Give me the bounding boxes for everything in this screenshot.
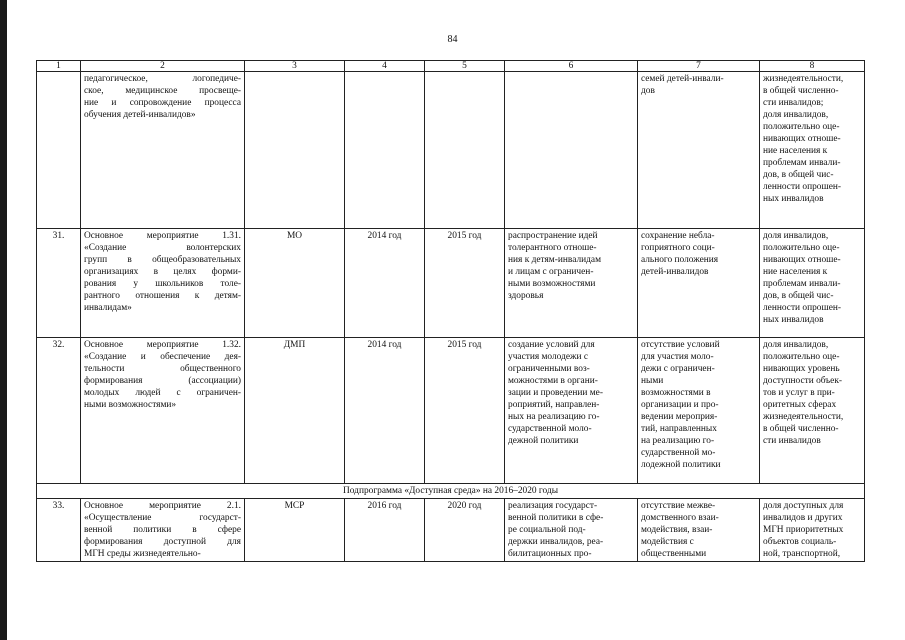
end-year: 2015 год xyxy=(425,338,505,484)
expected-result xyxy=(505,499,638,562)
cell-text-line: МГН приоритетных xyxy=(763,525,844,535)
cell-text-line: отсутствие межве- xyxy=(641,501,716,511)
cell-text-line: модействия, взаи- xyxy=(641,525,713,535)
cell-text-line: Основное мероприятие 1.31. xyxy=(84,231,241,241)
row-number xyxy=(37,72,81,229)
row-number: 33. xyxy=(37,499,81,562)
executor: ДМП xyxy=(245,338,345,484)
cell-text-line: билитационных про- xyxy=(508,549,592,559)
cell-text-line: ленности опрошен- xyxy=(763,303,842,313)
measure-name xyxy=(81,72,245,229)
cell-text-line: ние населения к xyxy=(763,146,828,156)
cell-text-line: организациях в целях форми- xyxy=(84,267,241,277)
cell-text-line: общественными xyxy=(641,549,707,559)
cell-text-line: положительно оце- xyxy=(763,243,840,253)
start-year: 2014 год xyxy=(345,229,425,338)
cell-text-line: здоровья xyxy=(508,291,544,301)
cell-text-line: сударственной мо- xyxy=(641,448,716,458)
cell-text-line: в общей численно- xyxy=(763,424,839,434)
cell-text-line: ограниченными воз- xyxy=(508,364,590,374)
cell-text-line: толерантного отноше- xyxy=(508,243,597,253)
cell-text-line: ными xyxy=(641,376,664,386)
cell-text-line: инвалидам» xyxy=(84,303,132,313)
column-number: 6 xyxy=(505,61,638,72)
cell-text-line: ния к детям-инвалидам xyxy=(508,255,601,265)
cell-text-line: доля инвалидов, xyxy=(763,110,829,120)
cell-text-line: дов xyxy=(641,86,655,96)
cell-text-line: тий, направленных xyxy=(641,424,717,434)
scan-left-edge xyxy=(0,0,7,640)
cell-text-line: зации и проведении ме- xyxy=(508,388,603,398)
cell-text-line: детей-инвалидов xyxy=(641,267,709,277)
cell-text-line: можностями в органи- xyxy=(508,376,598,386)
cell-text-line: тельности общественного xyxy=(84,364,241,374)
cell-text-line: семей детей-инвали- xyxy=(641,74,724,84)
cell-text-line: отсутствие условий xyxy=(641,340,720,350)
cell-text-line: оритетных сферах xyxy=(763,400,837,410)
cell-text-line: тов и услуг в при- xyxy=(763,388,835,398)
cell-text-line: инвалидов и других xyxy=(763,513,843,523)
consequences xyxy=(638,229,760,338)
cell-text-line: нивающих уровень xyxy=(763,364,840,374)
cell-text-line: венной политики в сфере xyxy=(84,525,241,535)
executor: МСР xyxy=(245,499,345,562)
cell-text-line: сти инвалидов xyxy=(763,436,821,446)
cell-text-line: дежи с ограничен- xyxy=(641,364,715,374)
consequences xyxy=(638,338,760,484)
table-row xyxy=(37,499,865,562)
consequences xyxy=(638,72,760,229)
end-year: 2015 год xyxy=(425,229,505,338)
start-year xyxy=(345,72,425,229)
cell-text-line: доля инвалидов, xyxy=(763,231,829,241)
table-row xyxy=(37,72,865,229)
cell-text-line: МГН среды жизнедеятельно- xyxy=(84,549,201,559)
cell-text-line: ние и сопровождение процесса xyxy=(84,98,241,108)
cell-text-line: «Осуществление государст- xyxy=(84,513,241,523)
cell-text-line: Основное мероприятие 1.32. xyxy=(84,340,241,350)
cell-text-line: педагогическое, логопедиче- xyxy=(84,74,241,84)
expected-result xyxy=(505,338,638,484)
expected-result xyxy=(505,229,638,338)
cell-text-line: доля инвалидов, xyxy=(763,340,829,350)
cell-text-line: ведении мероприя- xyxy=(641,412,718,422)
indicators xyxy=(760,72,865,229)
cell-text-line: венной политики в сфе- xyxy=(508,513,604,523)
cell-text-line: распространение идей xyxy=(508,231,598,241)
row-number: 32. xyxy=(37,338,81,484)
cell-text-line: модействия с xyxy=(641,537,694,547)
cell-text-line: лодежной политики xyxy=(641,460,721,470)
cell-text-line: ское, медицинское просвеще- xyxy=(84,86,241,96)
cell-text-line: формирования доступной для xyxy=(84,537,241,547)
start-year: 2016 год xyxy=(345,499,425,562)
cell-text-line: положительно оце- xyxy=(763,352,840,362)
cell-text-line: гоприятного соци- xyxy=(641,243,715,253)
cell-text-line: жизнедеятельности, xyxy=(763,74,844,84)
cell-text-line: дов, в общей чис- xyxy=(763,291,834,301)
cell-text-line: рантного отношения к детям- xyxy=(84,291,241,301)
row-number: 31. xyxy=(37,229,81,338)
cell-text-line: проблемам инвали- xyxy=(763,158,841,168)
indicators xyxy=(760,338,865,484)
cell-text-line: ными возможностями xyxy=(508,279,596,289)
cell-text-line: проблемам инвали- xyxy=(763,279,841,289)
cell-text-line: ных на реализацию го- xyxy=(508,412,600,422)
start-year: 2014 год xyxy=(345,338,425,484)
column-number: 7 xyxy=(638,61,760,72)
cell-text-line: участия молодежи с xyxy=(508,352,589,362)
executor: МО xyxy=(245,229,345,338)
column-number: 8 xyxy=(760,61,865,72)
cell-text-line: создание условий для xyxy=(508,340,595,350)
cell-text-line: групп в общеобразовательных xyxy=(84,255,241,265)
cell-text-line: жизнедеятельности, xyxy=(763,412,844,422)
cell-text-line: ре социальной под- xyxy=(508,525,586,535)
cell-text-line: организации и про- xyxy=(641,400,719,410)
page-number: 84 xyxy=(447,34,458,45)
indicators xyxy=(760,499,865,562)
cell-text-line: ние населения к xyxy=(763,267,828,277)
column-number-row xyxy=(37,61,865,72)
cell-text-line: дов, в общей чис- xyxy=(763,170,834,180)
cell-text-line: на реализацию го- xyxy=(641,436,715,446)
cell-text-line: держки инвалидов, реа- xyxy=(508,537,604,547)
cell-text-line: доступности объек- xyxy=(763,376,842,386)
cell-text-line: ленности опрошен- xyxy=(763,182,842,192)
cell-text-line: формирования (ассоциации) xyxy=(84,376,241,386)
cell-text-line: доля доступных для xyxy=(763,501,844,511)
measure-name xyxy=(81,229,245,338)
cell-text-line: ными возможностями» xyxy=(84,400,177,410)
executor xyxy=(245,72,345,229)
subprogram-row xyxy=(37,484,865,499)
column-number: 1 xyxy=(37,61,81,72)
column-number: 4 xyxy=(345,61,425,72)
subprogram-title: Подпрограмма «Доступная среда» на 2016–2020 годы xyxy=(37,484,865,499)
cell-text-line: «Создание волонтерских xyxy=(84,243,241,253)
cell-text-line: положительно оце- xyxy=(763,122,840,132)
cell-text-line: ных инвалидов xyxy=(763,194,824,204)
cell-text-line: сударственной моло- xyxy=(508,424,592,434)
consequences xyxy=(638,499,760,562)
cell-text-line: ных инвалидов xyxy=(763,315,824,325)
table-row xyxy=(37,229,865,338)
measures-table xyxy=(36,60,865,562)
cell-text-line: для участия моло- xyxy=(641,352,714,362)
cell-text-line: нивающих отноше- xyxy=(763,255,841,265)
cell-text-line: обучения детей-инвалидов» xyxy=(84,110,196,120)
cell-text-line: дежной политики xyxy=(508,436,579,446)
column-number: 5 xyxy=(425,61,505,72)
cell-text-line: рования у школьников толе- xyxy=(84,279,241,289)
cell-text-line: роприятий, направлен- xyxy=(508,400,600,410)
cell-text-line: возможностями в xyxy=(641,388,711,398)
end-year xyxy=(425,72,505,229)
cell-text-line: нивающих отноше- xyxy=(763,134,841,144)
cell-text-line: «Создание и обеспечение дея- xyxy=(84,352,241,362)
cell-text-line: Основное мероприятие 2.1. xyxy=(84,501,241,511)
cell-text-line: ной, транспортной, xyxy=(763,549,841,559)
column-number: 2 xyxy=(81,61,245,72)
measure-name xyxy=(81,499,245,562)
cell-text-line: домственного взаи- xyxy=(641,513,719,523)
measure-name xyxy=(81,338,245,484)
indicators xyxy=(760,229,865,338)
cell-text-line: и лицам с ограничен- xyxy=(508,267,594,277)
cell-text-line: реализация государст- xyxy=(508,501,598,511)
table-row xyxy=(37,338,865,484)
cell-text-line: сохранение небла- xyxy=(641,231,715,241)
cell-text-line: в общей численно- xyxy=(763,86,839,96)
column-number: 3 xyxy=(245,61,345,72)
cell-text-line: сти инвалидов; xyxy=(763,98,824,108)
cell-text-line: объектов социаль- xyxy=(763,537,837,547)
expected-result xyxy=(505,72,638,229)
cell-text-line: молодых людей с ограничен- xyxy=(84,388,241,398)
cell-text-line: ального положения xyxy=(641,255,719,265)
end-year: 2020 год xyxy=(425,499,505,562)
